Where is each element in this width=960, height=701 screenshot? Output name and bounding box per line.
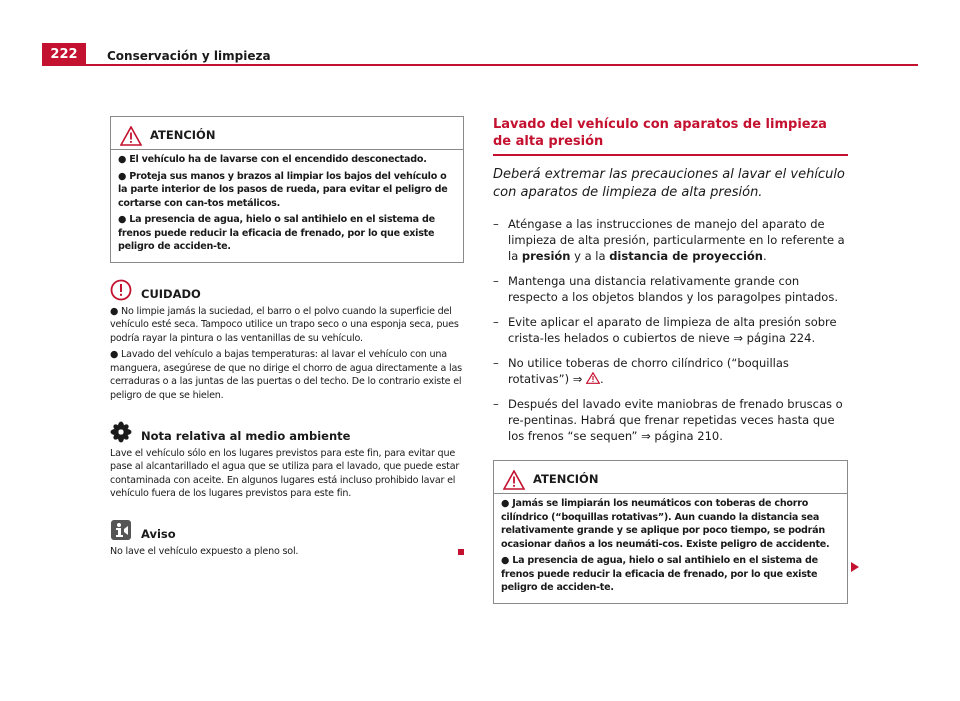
warning-item: ● El vehículo ha de lavarse con el encendido desconectado.: [118, 154, 427, 165]
header-rule: [86, 64, 918, 66]
warning-item: ● La presencia de agua, hielo o sal antihielo en el sistema de frenos puede reducir la eficacia de frenado, por lo que existe peligro de acciden-te.: [501, 555, 818, 593]
list-dash: –: [493, 274, 499, 288]
warning-header: [111, 123, 463, 150]
environment-title: Nota relativa al medio ambiente: [141, 428, 351, 443]
warning-title: ATENCIÓN: [533, 472, 599, 487]
step-text: Aténgase a las instrucciones de manejo del aparato de limpieza de alta presión, particularmente en lo referente a la: [508, 217, 845, 263]
step-bold: presión: [521, 249, 571, 263]
list-item: [493, 216, 848, 264]
warning-header: [494, 467, 847, 494]
warning-box-left: [110, 116, 464, 263]
warning-triangle-icon: [503, 470, 525, 490]
caution-item: ● Lavado del vehículo a bajas temperaturas: al lavar el vehículo con una manguera, asegúrese de que no dirige el chorro de agua directamente a las cerraduras o a las juntas de las puertas o del techo. De lo contrario existe el peligro de que se hielen.: [110, 349, 462, 402]
list-item: [493, 396, 848, 444]
step-text: No utilice toberas de chorro cilíndrico (“boquillas rotativas”) ⇒: [508, 356, 789, 386]
notice-paragraph: [110, 545, 464, 559]
left-column: [110, 116, 464, 562]
environment-text: Lave el vehículo sólo en los lugares previstos para este fin, para evitar que pase al alcantarillado el agua que se utiliza para el lavado, que puede estar contaminada con aceite. En algunos lugares está incluso prohibido lavar el vehículo fuera de los lugares previstos para este fin.: [110, 447, 460, 500]
step-text: Evite aplicar el aparato de limpieza de alta presión sobre crista-les helados o cubiertos de nieve ⇒ página 224.: [508, 315, 837, 345]
section-rule: [493, 154, 848, 156]
notice-header: [110, 515, 464, 541]
step-text: Después del lavado evite maniobras de frenado bruscas o re-pentinas. Habrá que frenar repetidas veces hasta que los frenos “se sequen” ⇒ página 210.: [508, 397, 843, 443]
warning-item: ● La presencia de agua, hielo o sal antihielo en el sistema de frenos puede reducir la eficacia de frenado, por lo que existe peligro de acciden-te.: [118, 214, 435, 252]
caution-title: CUIDADO: [141, 286, 201, 301]
list-item: [493, 273, 848, 305]
running-header-title: Conservación y limpieza: [107, 49, 271, 63]
warning-triangle-icon[interactable]: [586, 372, 600, 384]
instruction-list: [493, 216, 848, 444]
environment-header: [110, 417, 464, 443]
step-bold: distancia de proyección: [609, 249, 763, 263]
warning-triangle-icon: [120, 126, 142, 146]
warning-box-right: [493, 460, 848, 604]
notice-text: No lave el vehículo expuesto a pleno sol.: [110, 546, 299, 558]
environment-body: [110, 447, 464, 501]
list-dash: –: [493, 397, 499, 411]
list-dash: –: [493, 356, 499, 370]
caution-body: [110, 305, 464, 403]
list-item: [493, 355, 848, 387]
list-dash: –: [493, 217, 499, 231]
warning-title: ATENCIÓN: [150, 128, 216, 143]
section-title: Lavado del vehículo con aparatos de limpieza de alta presión: [493, 117, 827, 149]
step-text: .: [763, 249, 767, 263]
environment-icon: [110, 421, 132, 443]
notice-body: [110, 545, 464, 559]
right-column: [493, 116, 848, 604]
list-dash: –: [493, 315, 499, 329]
warning-item: ● Jamás se limpiarán los neumáticos con toberas de chorro cilíndrico (“boquillas rotativas”). Aun cuando la distancia sea relativamente grande y se aplique por poco tiempo, se podrán ocasionar daños a los neumáti-cos. Existe peligro de accidente.: [501, 498, 830, 550]
page-number: 222: [42, 43, 86, 66]
step-text: .: [600, 372, 604, 386]
caution-header: [110, 275, 464, 301]
notice-title: Aviso: [141, 527, 176, 542]
section-end-mark: [458, 549, 464, 555]
warning-item: ● Proteja sus manos y brazos al limpiar los bajos del vehículo o la parte interior de los pasos de rueda, para evitar el peligro de cortarse con can-tos metálicos.: [118, 170, 448, 209]
step-text: y a la: [570, 249, 610, 263]
list-item: [493, 314, 848, 346]
caution-icon: [110, 279, 132, 301]
caution-item: ● No limpie jamás la suciedad, el barro o el polvo cuando la superficie del vehículo esté seca. Tampoco utilice un trapo seco o una esponja seca, pues podría rayar la pintura o las ventanillas de su vehículo.: [110, 305, 459, 344]
step-text: Mantenga una distancia relativamente grande con respecto a los objetos blandos y los paragolpes pintados.: [508, 274, 838, 304]
continue-arrow-icon: [851, 562, 859, 572]
info-icon: [110, 519, 132, 541]
section-intro: Deberá extremar las precauciones al lavar el vehículo con aparatos de limpieza de alta presión.: [493, 167, 845, 200]
